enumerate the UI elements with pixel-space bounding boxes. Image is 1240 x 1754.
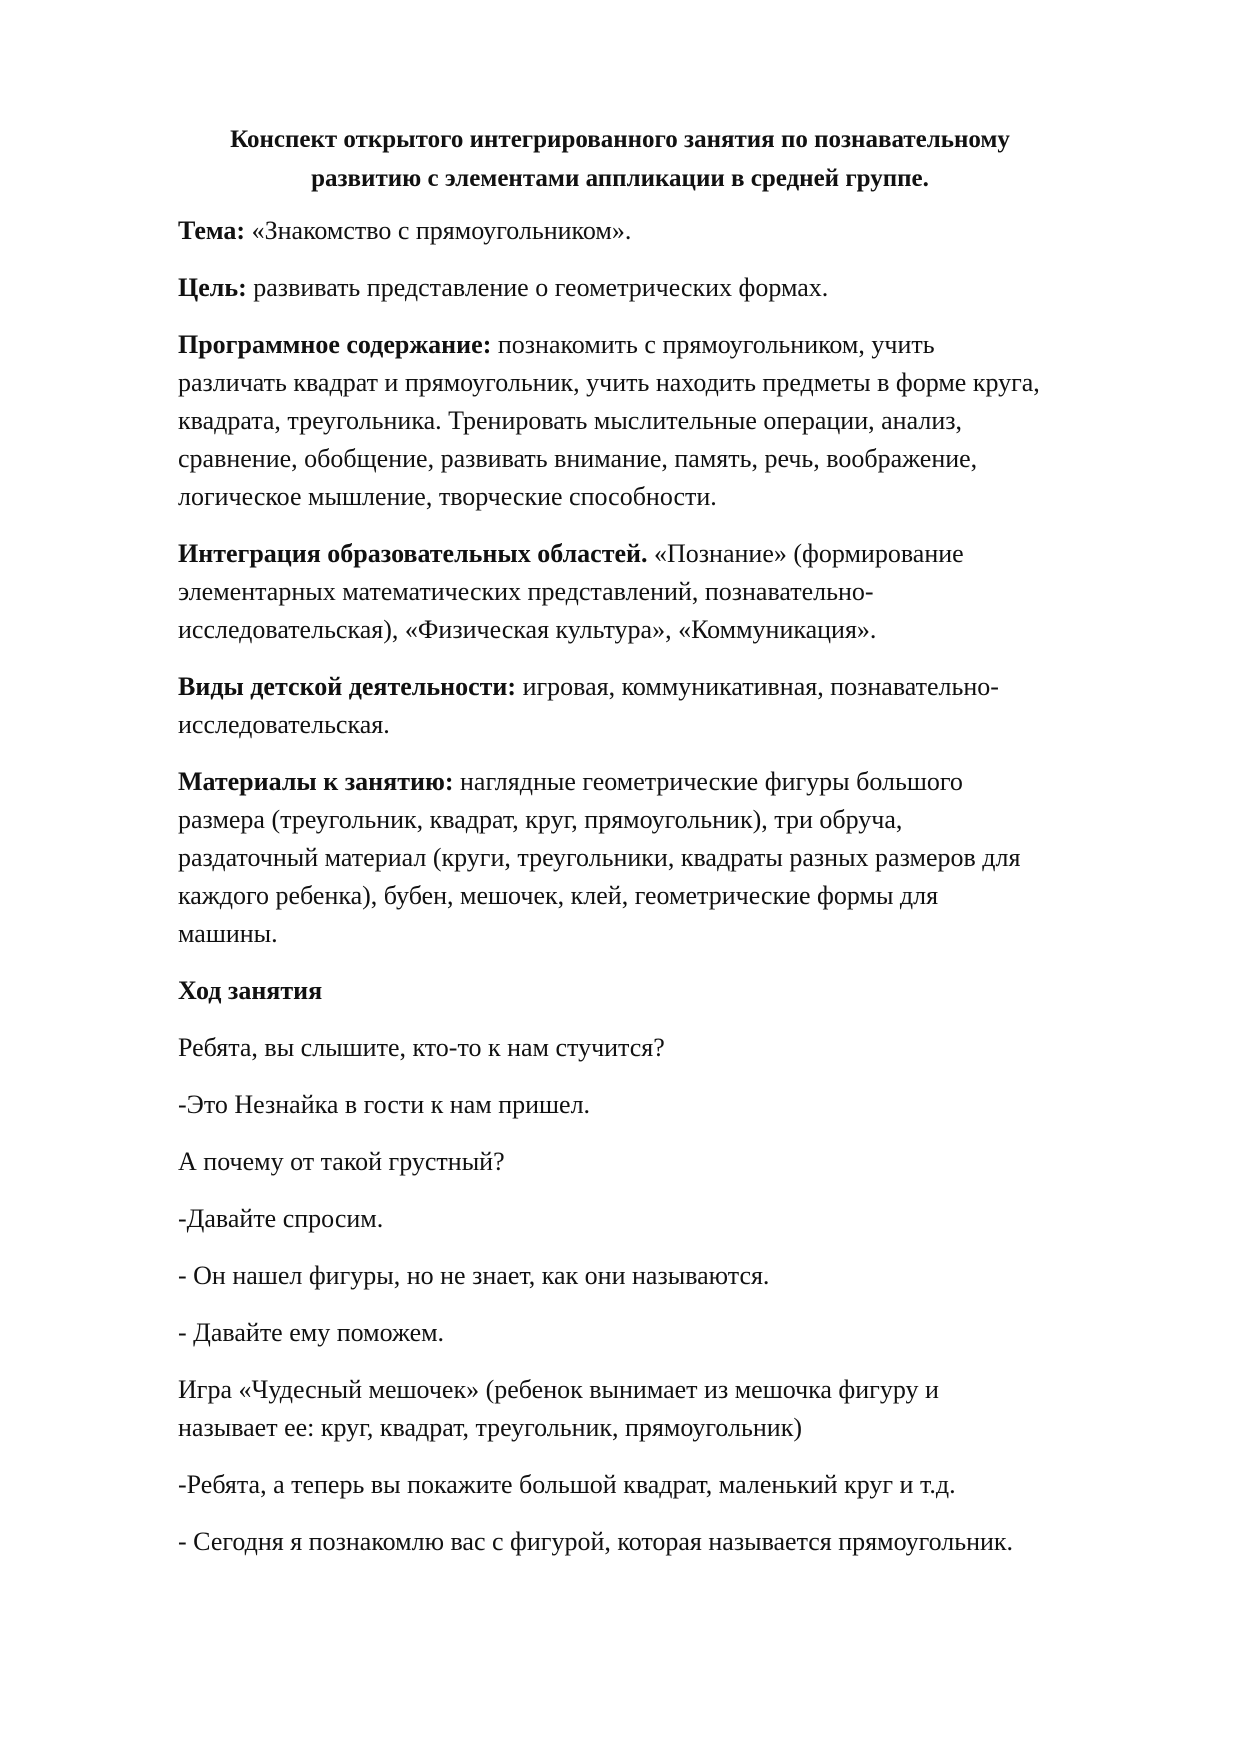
paragraph-game-description <box>178 1371 1168 1447</box>
dialogue-line: -Давайте спросим. <box>178 1204 384 1233</box>
section-heading-hod-zanyatiya: Ход занятия <box>178 976 323 1005</box>
paragraph-integraciya <box>178 535 1168 649</box>
materialy-line-4: каждого ребенка), бубен, мешочек, клей, геометрические формы для <box>178 881 939 910</box>
programmnoe-line-5: логическое мышление, творческие способности. <box>178 482 717 511</box>
materialy-line <box>178 763 1168 801</box>
paragraph-tema <box>178 212 1168 250</box>
dialogue-line: - Сегодня я познакомлю вас с фигурой, которая называется прямоугольник. <box>178 1527 1014 1556</box>
paragraph-materialy <box>178 763 1168 953</box>
vidy-label: Виды детской деятельности: <box>178 672 517 701</box>
materialy-line-2: размера (треугольник, квадрат, круг, прямоугольник), три обруча, <box>178 805 903 834</box>
title-line-1: Конспект открытого интегрированного занятия по познавательному <box>230 126 1010 153</box>
programmnoe-line-4: сравнение, обобщение, развивать внимание, память, речь, воображение, <box>178 444 978 473</box>
materialy-line-5: машины. <box>178 919 278 948</box>
page-title <box>180 120 1060 198</box>
integraciya-label: Интеграция образовательных областей. <box>178 539 648 568</box>
programmnoe-label: Программное содержание: <box>178 330 492 359</box>
paragraph-vidy-deyatelnosti <box>178 668 1168 744</box>
programmnoe-line-2: различать квадрат и прямоугольник, учить находить предметы в форме круга, <box>178 368 1040 397</box>
dialogue-line: - Он нашел фигуры, но не знает, как они называются. <box>178 1261 770 1290</box>
integraciya-line-1-text: «Познание» (формирование <box>647 539 964 568</box>
paragraph-programmnoe-soderzhanie <box>178 326 1168 516</box>
vidy-line-2: исследовательская. <box>178 710 390 739</box>
document-body <box>178 212 1168 1580</box>
cel-text: развивать представление о геометрических формах. <box>246 273 829 302</box>
programmnoe-line-1-text: познакомить с прямоугольником, учить <box>491 330 935 359</box>
dialogue-line: -Это Незнайка в гости к нам пришел. <box>178 1090 591 1119</box>
vidy-line <box>178 668 1168 706</box>
tema-text: «Знакомство с прямоугольником». <box>245 216 632 245</box>
materialy-label: Материалы к занятию: <box>178 767 454 796</box>
tema-label: Тема: <box>178 216 246 245</box>
game-description-line-2: называет ее: круг, квадрат, треугольник, прямоугольник) <box>178 1413 802 1442</box>
dialogue-line: -Ребята, а теперь вы покажите большой квадрат, маленький круг и т.д. <box>178 1470 956 1499</box>
vidy-line-1-text: игровая, коммуникативная, познавательно- <box>516 672 999 701</box>
game-description-line-1: Игра «Чудесный мешочек» (ребенок вынимает из мешочка фигуру и <box>178 1375 939 1404</box>
programmnoe-line-3: квадрата, треугольника. Тренировать мыслительные операции, анализ, <box>178 406 963 435</box>
dialogue-line: - Давайте ему поможем. <box>178 1318 445 1347</box>
integraciya-line <box>178 535 1168 573</box>
materialy-line-3: раздаточный материал (круги, треугольники, квадраты разных размеров для <box>178 843 1021 872</box>
dialogue-line: А почему от такой грустный? <box>178 1147 505 1176</box>
integraciya-line-2: элементарных математических представлений, познавательно- <box>178 577 874 606</box>
paragraph-cel <box>178 269 1168 307</box>
materialy-line-1-text: наглядные геометрические фигуры большого <box>453 767 963 796</box>
programmnoe-line <box>178 326 1168 364</box>
title-line-2: развитию с элементами аппликации в средней группе. <box>311 165 929 192</box>
cel-label: Цель: <box>178 273 247 302</box>
integraciya-line-3: исследовательская), «Физическая культура», «Коммуникация». <box>178 615 877 644</box>
dialogue-line: Ребята, вы слышите, кто-то к нам стучится? <box>178 1033 665 1062</box>
